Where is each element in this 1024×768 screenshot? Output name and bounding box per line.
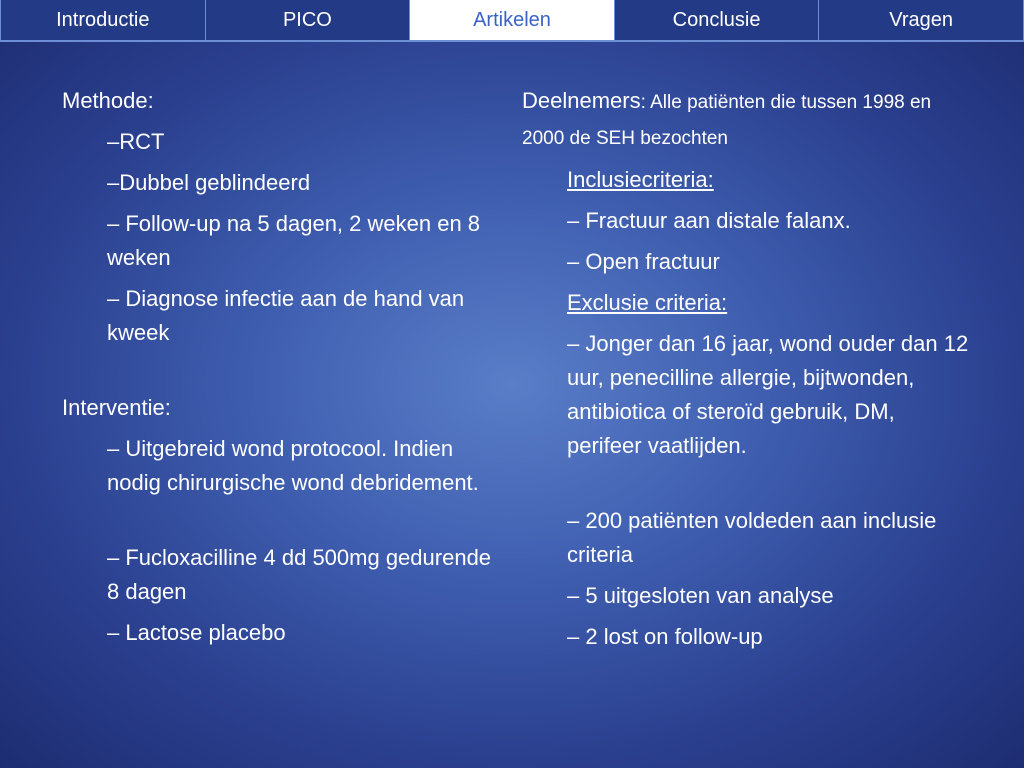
methode-item-blinding: –Dubbel geblindeerd xyxy=(107,170,311,195)
result-item-excluded: – 5 uitgesloten van analyse xyxy=(567,583,834,608)
result-item-included: – 200 patiënten voldeden aan inclusie criteria xyxy=(567,508,937,567)
deelnemers-label: Deelnemers xyxy=(522,88,641,113)
methode-item-rct: –RCT xyxy=(107,129,165,154)
tab-pico[interactable]: PICO xyxy=(206,0,411,40)
interventie-item-placebo: – Lactose placebo xyxy=(107,620,286,645)
tab-artikelen[interactable]: Artikelen xyxy=(410,0,615,40)
right-column xyxy=(522,84,972,661)
tab-introductie[interactable]: Introductie xyxy=(0,0,206,40)
methode-heading: Methode: xyxy=(62,88,154,113)
result-item-lost: – 2 lost on follow-up xyxy=(567,624,763,649)
interventie-item-medication: – Fucloxacilline 4 dd 500mg gedurende 8 dagen xyxy=(107,545,492,604)
interventie-heading: Interventie: xyxy=(62,395,171,420)
tab-conclusie[interactable]: Conclusie xyxy=(615,0,820,40)
exclusie-heading: Exclusie criteria: xyxy=(567,290,728,315)
inclusie-item-fracture: – Fractuur aan distale falanx. xyxy=(567,208,851,233)
top-navigation xyxy=(0,0,1024,42)
deelnemers-text: : Alle patiënten die tussen 1998 en 2000 de SEH bezochten xyxy=(522,92,932,149)
inclusie-item-open-fracture: – Open fractuur xyxy=(567,249,720,274)
inclusie-heading: Inclusiecriteria: xyxy=(567,167,714,192)
methode-item-diagnosis: – Diagnose infectie aan de hand van kweek xyxy=(107,286,465,345)
left-column xyxy=(62,84,502,657)
interventie-item-protocol: – Uitgebreid wond protocool. Indien nodig chirurgische wond debridement. xyxy=(107,436,479,495)
exclusie-item-criteria: – Jonger dan 16 jaar, wond ouder dan 12 uur, penecilline allergie, bijtwonden, antibiotica of steroïd gebruik, DM, perifeer vaatlijden. xyxy=(567,331,969,458)
tab-vragen[interactable]: Vragen xyxy=(819,0,1024,40)
methode-item-follow-up: – Follow-up na 5 dagen, 2 weken en 8 weken xyxy=(107,211,481,270)
deelnemers-paragraph xyxy=(522,84,972,156)
